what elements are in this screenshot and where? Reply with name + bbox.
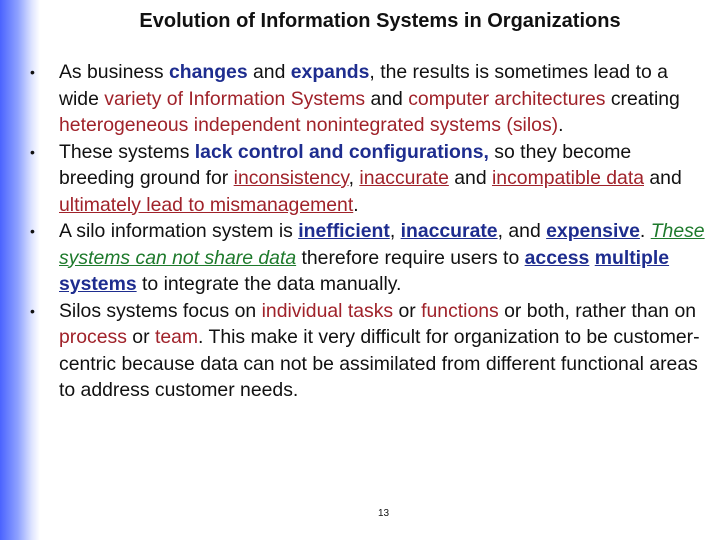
highlight-red-underline: inconsistency — [233, 167, 349, 189]
text-run: creating — [605, 87, 680, 110]
highlight-red-underline: ultimately lead to mismanagement — [59, 193, 354, 216]
highlight-red: heterogeneous independent nonintegrated systems (silos) — [59, 114, 559, 136]
slide-title: Evolution of Information Systems in Organizations — [139, 10, 621, 32]
text-run: and — [365, 87, 409, 110]
text-run: . — [558, 114, 564, 136]
bullet-icon: • — [30, 143, 35, 160]
text-run: , and — [497, 220, 547, 242]
text-run: , — [348, 167, 360, 189]
bullet-item — [30, 218, 710, 298]
text-run: , the results is sometimes lead to a wide — [59, 61, 668, 110]
highlight-blue-underline: inefficient — [298, 220, 390, 242]
highlight-blue-underline: access — [524, 246, 590, 269]
text-run: and — [247, 61, 291, 83]
highlight-red-underline: incompatible data — [492, 167, 644, 189]
highlight-red: process — [59, 326, 127, 348]
text-run: , — [389, 220, 401, 242]
text-run: to integrate the data manually. — [136, 273, 402, 295]
text-run: As business — [59, 61, 169, 83]
highlight-blue-underline: expensive — [546, 220, 640, 242]
bullet-list — [30, 59, 710, 404]
text-run: or both, rather than on — [498, 299, 697, 322]
highlight-blue: lack control and configurations, — [194, 140, 489, 163]
highlight-red: functions — [421, 299, 499, 322]
highlight-red: variety of Information Systems — [104, 87, 366, 110]
highlight-blue-underline: systems — [59, 273, 137, 295]
text-run: Silos systems focus on — [59, 299, 262, 322]
highlight-red: team — [154, 326, 199, 348]
highlight-green-italic: These systems can not share data — [59, 220, 705, 269]
text-run: or — [126, 326, 155, 348]
highlight-blue: changes — [168, 61, 248, 83]
bullet-item — [30, 139, 710, 219]
highlight-red: individual tasks — [261, 299, 394, 322]
text-run: so they become breeding ground for — [59, 140, 632, 189]
highlight-red-underline: inaccurate — [359, 167, 449, 189]
text-run: and — [448, 167, 492, 189]
text-run: . — [353, 193, 359, 216]
text-run: . — [639, 220, 651, 242]
page-number: 13 — [378, 508, 390, 519]
bullet-item — [30, 298, 710, 404]
bullet-icon: • — [30, 223, 35, 239]
bullet-icon: • — [30, 64, 35, 80]
text-run: therefore require users to — [296, 246, 525, 269]
text-run: These systems — [59, 140, 195, 163]
highlight-blue-underline: inaccurate — [400, 220, 498, 242]
bullet-icon: • — [30, 302, 35, 319]
text-run: A silo information system is — [59, 220, 299, 242]
highlight-red: computer architectures — [408, 87, 606, 110]
highlight-blue-underline: multiple — [594, 246, 670, 269]
text-run: . This make it very difficult for organization to be customer-centric because data can not be assimilated from different functional areas to address customer needs. — [59, 326, 700, 401]
bullet-item — [30, 59, 710, 139]
text-run: or — [393, 299, 422, 322]
text-run: and — [644, 167, 682, 189]
highlight-blue: expands — [290, 61, 370, 83]
